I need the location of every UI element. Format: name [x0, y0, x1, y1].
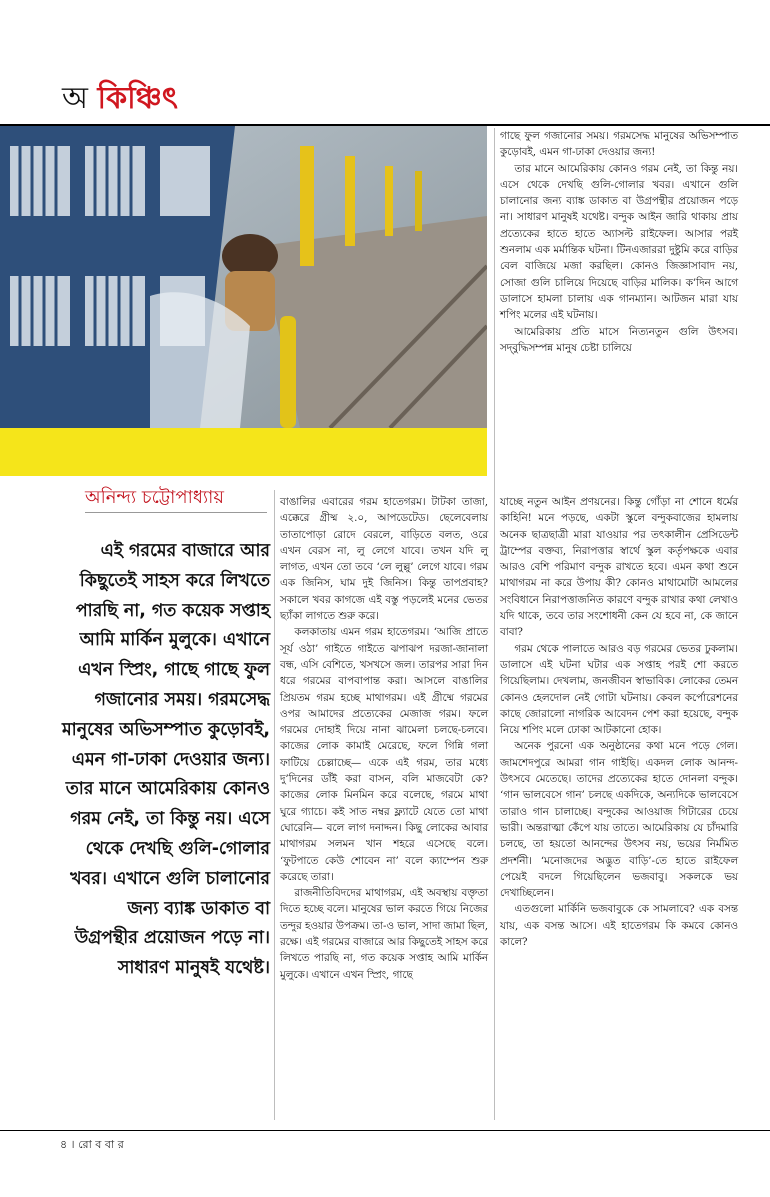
column-right-top — [500, 128, 738, 356]
author-byline: অনিন্দ্য চট্টোপাধ্যায় — [85, 487, 224, 508]
footer-separator: । — [70, 1138, 75, 1151]
paragraph: আমেরিকায় প্রতি মাসে নিত্যনতুন গুলি উৎসব। সদ্‌বুদ্ধিসম্পন্ন মানুষ চেষ্টা চালিয়ে — [500, 325, 738, 354]
paragraph: এতগুলো মার্কিনি ভজবাবুকে কে সামলাবে? এক বসন্ত যায়, এক বসন্ত আসে। এই হাতেগরম কি কমবে কোনও কালে? — [500, 903, 738, 949]
page-number: ৪ — [60, 1138, 68, 1151]
paragraph: বাঙালির এবারের গরম হাতেগরম। টাটকা তাজা, এক্কেরে গ্রীষ্ম ২.০, আপডেটেড। ছেলেবেলায় তাতাপোড়া রোদে বেরলে, বাড়িতে বলত, ওরে এখন বেরস না, লু লেগে যাবে। তখন যদি লু লাগত, এখন তো তবে ‘লে লুল্লু’ লেগে যাবে। গরম এক জিনিস, ঘাম দুই জিনিস। কিন্তু তাপপ্রবাহ? সকালে খবর কাগজে এই বস্তু পড়লেই মনের ভেতর ছ্যাঁকা লাগতে শুরু করে। — [280, 496, 488, 623]
byline-rule — [85, 512, 267, 513]
photo-illustration — [0, 126, 487, 428]
footer-rule — [0, 1130, 770, 1131]
page-footer — [60, 1136, 124, 1155]
paragraph: অনেক পুরনো এক অনুষ্ঠানের কথা মনে পড়ে গেল। জামশেদপুরে আমরা গান গাইছি। একদল লোক আনন্দ-উৎসবে মেতেছে। তাদের প্রত্যেকের হাতে দোনলা বন্দুক। ‘গান ভালবেসে গান’ চলছে একদিকে, অন্যদিকে ভালবেসে তারাও গান চালাচ্ছে। বন্দুকের আওয়াজ গিটারের চেয়ে ভারী। অন্তরাত্মা কেঁপে যায় তাতে। আমেরিকায় যে চাঁদমারি চলছে, তা হয়তো আনন্দের উৎসব নয়, ভয়ের নির্মমিত প্রদর্শনী। ‘মনোজদের অদ্ভুত বাড়ি’-তে হাতে রাইফেল পেয়েই বদলে গিয়েছিলেন ভজবাবু। সকলকে ভয় দেখাচ্ছিলেন। — [500, 740, 738, 900]
paragraph: গরম থেকে পালাতে আরও বড় গরমের ভেতর ঢুকলাম। ডালাসে এই ঘটনা ঘটার এক সপ্তাহ পরই শো করতে গিয়েছিলাম। দেখলাম, জনজীবন স্বাভাবিক। লোকের তেমন কোনও হেলদোল নেই গোটা ঘটনায়। কেবল কর্পোরেশনের কাছে জোরালো নাগরিক আবেদন পেশ করা হয়েছে, বন্দুক নিয়ে শপিং মলে ঢোকা আটকানো হোক। — [500, 642, 738, 737]
article-photo — [0, 126, 487, 428]
column-divider — [274, 490, 275, 1120]
photo-caption-band — [0, 428, 487, 476]
column-divider — [494, 128, 495, 1120]
paragraph: তার মানে আমেরিকায় কোনও গরম নেই, তা কিন্তু নয়। এসে থেকে দেখছি গুলি-গোলার খবর। এখানে গুলি চালানোর জন্য ব্যাঙ্ক ডাকাত বা উগ্রপন্থীর প্রয়োজন পড়ে না। সাধারণ মানুষই যথেষ্ট। বন্দুক আইন জারি থাকায় প্রায় প্রত্যেকের হাতে হাতে অ্যাসল্ট রাইফেল। আসার পরই শুনলাম এক মর্মান্তিক ঘটনা। টিনএজাররা দুষ্টুমি করে বাড়ির বেল বাজিয়ে মজা করছিল। কোনও জিজ্ঞাসাবাদ নয়, সোজা গুলি চালিয়ে দিয়েছে বাড়ির মালিক। ক’দিন আগে ডালাসে হামলা চালায় এক গানম্যান। আটজন মারা যায় শপিং মলের এই ঘটনায়। — [500, 162, 738, 322]
magazine-name: রো ব বা র — [78, 1138, 124, 1151]
section-header — [62, 82, 178, 116]
section-prefix: অ — [62, 81, 88, 116]
column-right-bottom — [500, 494, 738, 950]
paragraph: রাজনীতিবিদদের মাথাগরম, এই অবস্থায় বক্তৃতা দিতে হচ্ছে বলে। মানুষের ভাল করতে গিয়ে নিজের তন্দুর হওয়ার উপক্রম। তা-ও ভাল, সাদা জামা ছিল, রক্ষে। এই গরমের বাজারে আর কিছুতেই সাহস করে লিখতে পারছি না, গত কয়েক সপ্তাহ আমি মার্কিন মুলুকে। এখানে এখন স্প্রিং, গাছে — [280, 887, 488, 981]
paragraph: যাচ্ছে নতুন আইন প্রণয়নের। কিন্তু গোঁড়া না শোনে ধর্মের কাহিনি! মনে পড়ছে, একটা স্কুলে বন্দুকবাজের হামলায় অনেক ছাত্রছাত্রী মারা যাওয়ার পর তৎকালীন প্রেসিডেন্ট ট্রাম্পের বক্তব্য, নিরাপত্তার স্বার্থে স্কুল কর্তৃপক্ষকে এবার আরও বেশি পরিমাণ বন্দুক রাখতে হবে। এমন কথা শুনে মাথাগরম না করে উপায় কী? কোনও মাথামোটা আমলের সংবিধানে নিরাপত্তাজনিত কারণে বন্দুক রাখার কথা লেখাও যদি থাকে, তবে তার সংশোধনী কেন যে হবে না, কে জানে বাবা? — [500, 496, 738, 639]
paragraph: কলকাতায় এমন গরম হাতেগরম। ‘আজি প্রাতে সূর্য ওঠা’ গাইতে গাইতে ঝপাঝপ দরজা-জানালা বন্ধ, এসি বেশিতে, খসখসে জল। তারপর সারা দিন ধরে গরমের বাপবাপান্ত করা। আসলে বাঙালির প্রিয়তম গরম হচ্ছে মাথাগরম। এই গ্রীষ্মে গরমের ওপর আমাদের প্রত্যেকের মেজাজ গরম। ফলে গরমের দোহাই দিয়ে নানা ঝামেলা চলছে-চলবে। কাজের লোক কামাই মেরেছে, ফলে গিন্নি গলা ফাটিয়ে চেল্লাচ্ছে— একে এই গরম, তার মধ্যে দু’দিনের ডাঁই করা বাসন, বলি মাজবেটা কে? কাজের লোক মিনমিন করে বলেছে, গরমে মাথা ঘুরে গ্যাচে। কই সাত নম্বর ফ্ল্যাটে যেতে তো মাথা ঘোরেনি— বলে লাগ দনাদ্দন। কিছু লোকের আবার মাথাগরম সলমন খান শহরে এসেছে বলে। ‘ফুটপাতে কেউ শোবেন না’ বলে ক্যাম্পেন শুরু করেছে তারা। — [280, 626, 488, 883]
paragraph: গাছে ফুল গজানোর সময়। গরমসেদ্ধ মানুষের অভিসম্পাত কুড়োবই, এমন গা-ঢাকা দেওয়ার জন্য! — [500, 130, 738, 159]
column-middle — [280, 494, 488, 983]
lead-paragraph: এই গরমের বাজারে আর কিছুতেই সাহস করে লিখতে পারছি না, গত কয়েক সপ্তাহ আমি মার্কিন মুলুকে। এখানে এখন স্প্রিং, গাছে গাছে ফুল গজানোর সময়। গরমসেদ্ধ মানুষের অভিসম্পাত কুড়োবই, এমন গা-ঢাকা দেওয়ার জন্য। তার মানে আমেরিকায় কোনও গরম নেই, তা কিন্তু নয়। এসে থেকে দেখছি গুলি-গোলার খবর। এখানে গুলি চালানোর জন্য ব্যাঙ্ক ডাকাত বা উগ্রপন্থীর প্রয়োজন পড়ে না। সাধারণ মানুষই যথেষ্ট। — [62, 541, 270, 979]
section-title: কিঞ্চিৎ — [97, 81, 178, 116]
